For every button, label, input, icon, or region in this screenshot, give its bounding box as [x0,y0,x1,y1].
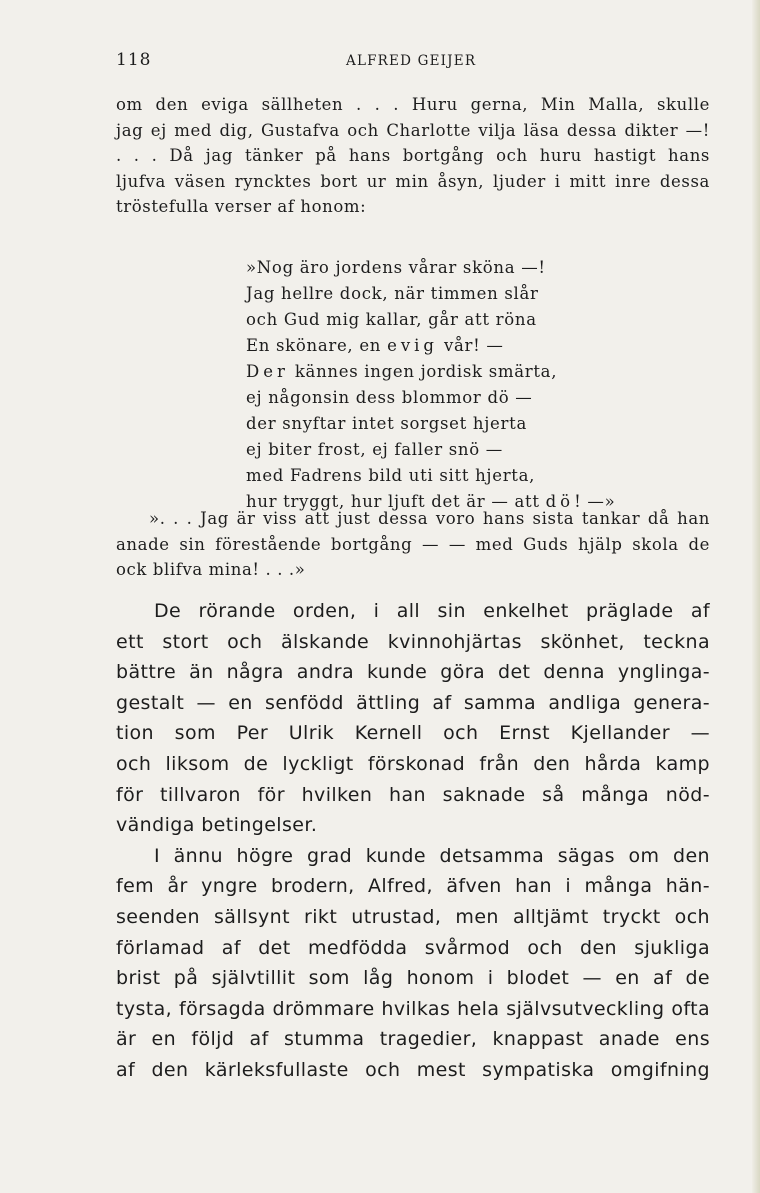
body-text [116,596,710,1086]
body-line: gestalt — en senfödd ättling af samma andliga genera- [116,691,710,714]
closing-line: ock blifva mina! . . .» [116,560,306,579]
intro-line: ljufva väsen ryncktes bort ur min åsyn, ljuder i mitt inre dessa [116,171,710,191]
poem-text: ! —» [574,492,616,511]
closing-line: ». . . Jag är viss att just dessa voro hans sista tankar då han [149,509,710,528]
poem-line: »Nog äro jordens vårar sköna —! [246,258,546,277]
poem-line [246,359,626,385]
poem-line: med Fadrens bild uti sitt hjerta, [246,466,536,485]
page-edge [752,0,760,1193]
poem-line: der snyftar intet sorgset hjerta [246,414,527,433]
running-title: ALFRED GEIJER [346,53,477,69]
poem-text: hur tryggt, hur ljuft det är — att [246,492,546,511]
body-line: och liksom de lyckligt förskonad från den hårda kamp [116,752,710,775]
body-line: för tillvaron för hvilken han saknade så många nöd- [116,783,710,806]
poem-text: En skönare, en [246,336,388,355]
poem-line: och Gud mig kallar, går att röna [246,310,537,329]
body-line: vändiga betingelser. [116,814,318,837]
poem-emphasis: evig [387,336,438,355]
poem [246,255,626,515]
poem-text: vår! — [438,336,504,355]
body-line: seenden sällsynt rikt utrustad, men alltjämt tryckt och [116,905,710,928]
body-line: tion som Per Ulrik Kernell och Ernst Kjellander — [116,722,710,745]
body-line: De rörande orden, i all sin enkelhet präglade af [154,600,710,622]
body-line: tysta, försagda drömmare hvilkas hela självsutveckling ofta [116,997,710,1020]
poem-emphasis: Der [246,362,289,381]
intro-paragraph [116,92,710,220]
intro-line: om den eviga sällheten . . . Huru gerna, Min Malla, skulle [116,95,710,114]
intro-line: . . . Då jag tänker på hans bortgång och huru hastigt hans [116,146,710,165]
body-line: fem år yngre brodern, Alfred, äfven han i många hän- [116,875,710,898]
body-line: bättre än några andra kunde göra det denna ynglinga- [116,661,710,684]
poem-line: ej biter frost, ej faller snö — [246,440,504,459]
poem-line: Jag hellre dock, när timmen slår [246,284,539,303]
closing-line: anade sin förestående bortgång — — med Guds hjälp skola de [116,534,710,554]
body-line: ett stort och älskande kvinnohjärtas skönhet, teckna [116,630,710,653]
intro-line: jag ej med dig, Gustafva och Charlotte vilja läsa dessa dikter —! [116,120,710,140]
body-line: I ännu högre grad kunde detsamma sägas om den [154,844,710,867]
page-header [116,50,710,74]
closing-paragraph [116,506,710,583]
body-line: af den kärleksfullaste och mest sympatiska omgifning [116,1058,710,1081]
poem-line [246,333,626,359]
poem-text: kännes ingen jordisk smärta, [288,362,558,381]
page-number: 118 [116,50,152,70]
body-line: är en följd af stumma tragedier, knappast anade ens [116,1028,710,1051]
body-line: förlamad af det medfödda svårmod och den sjukliga [116,936,710,959]
poem-line: ej någonsin dess blommor dö — [246,388,533,407]
intro-line: tröstefulla verser af honom: [116,197,367,216]
poem-emphasis: dö [545,492,575,511]
body-line: brist på självtillit som låg honom i blodet — en af de [116,967,710,990]
